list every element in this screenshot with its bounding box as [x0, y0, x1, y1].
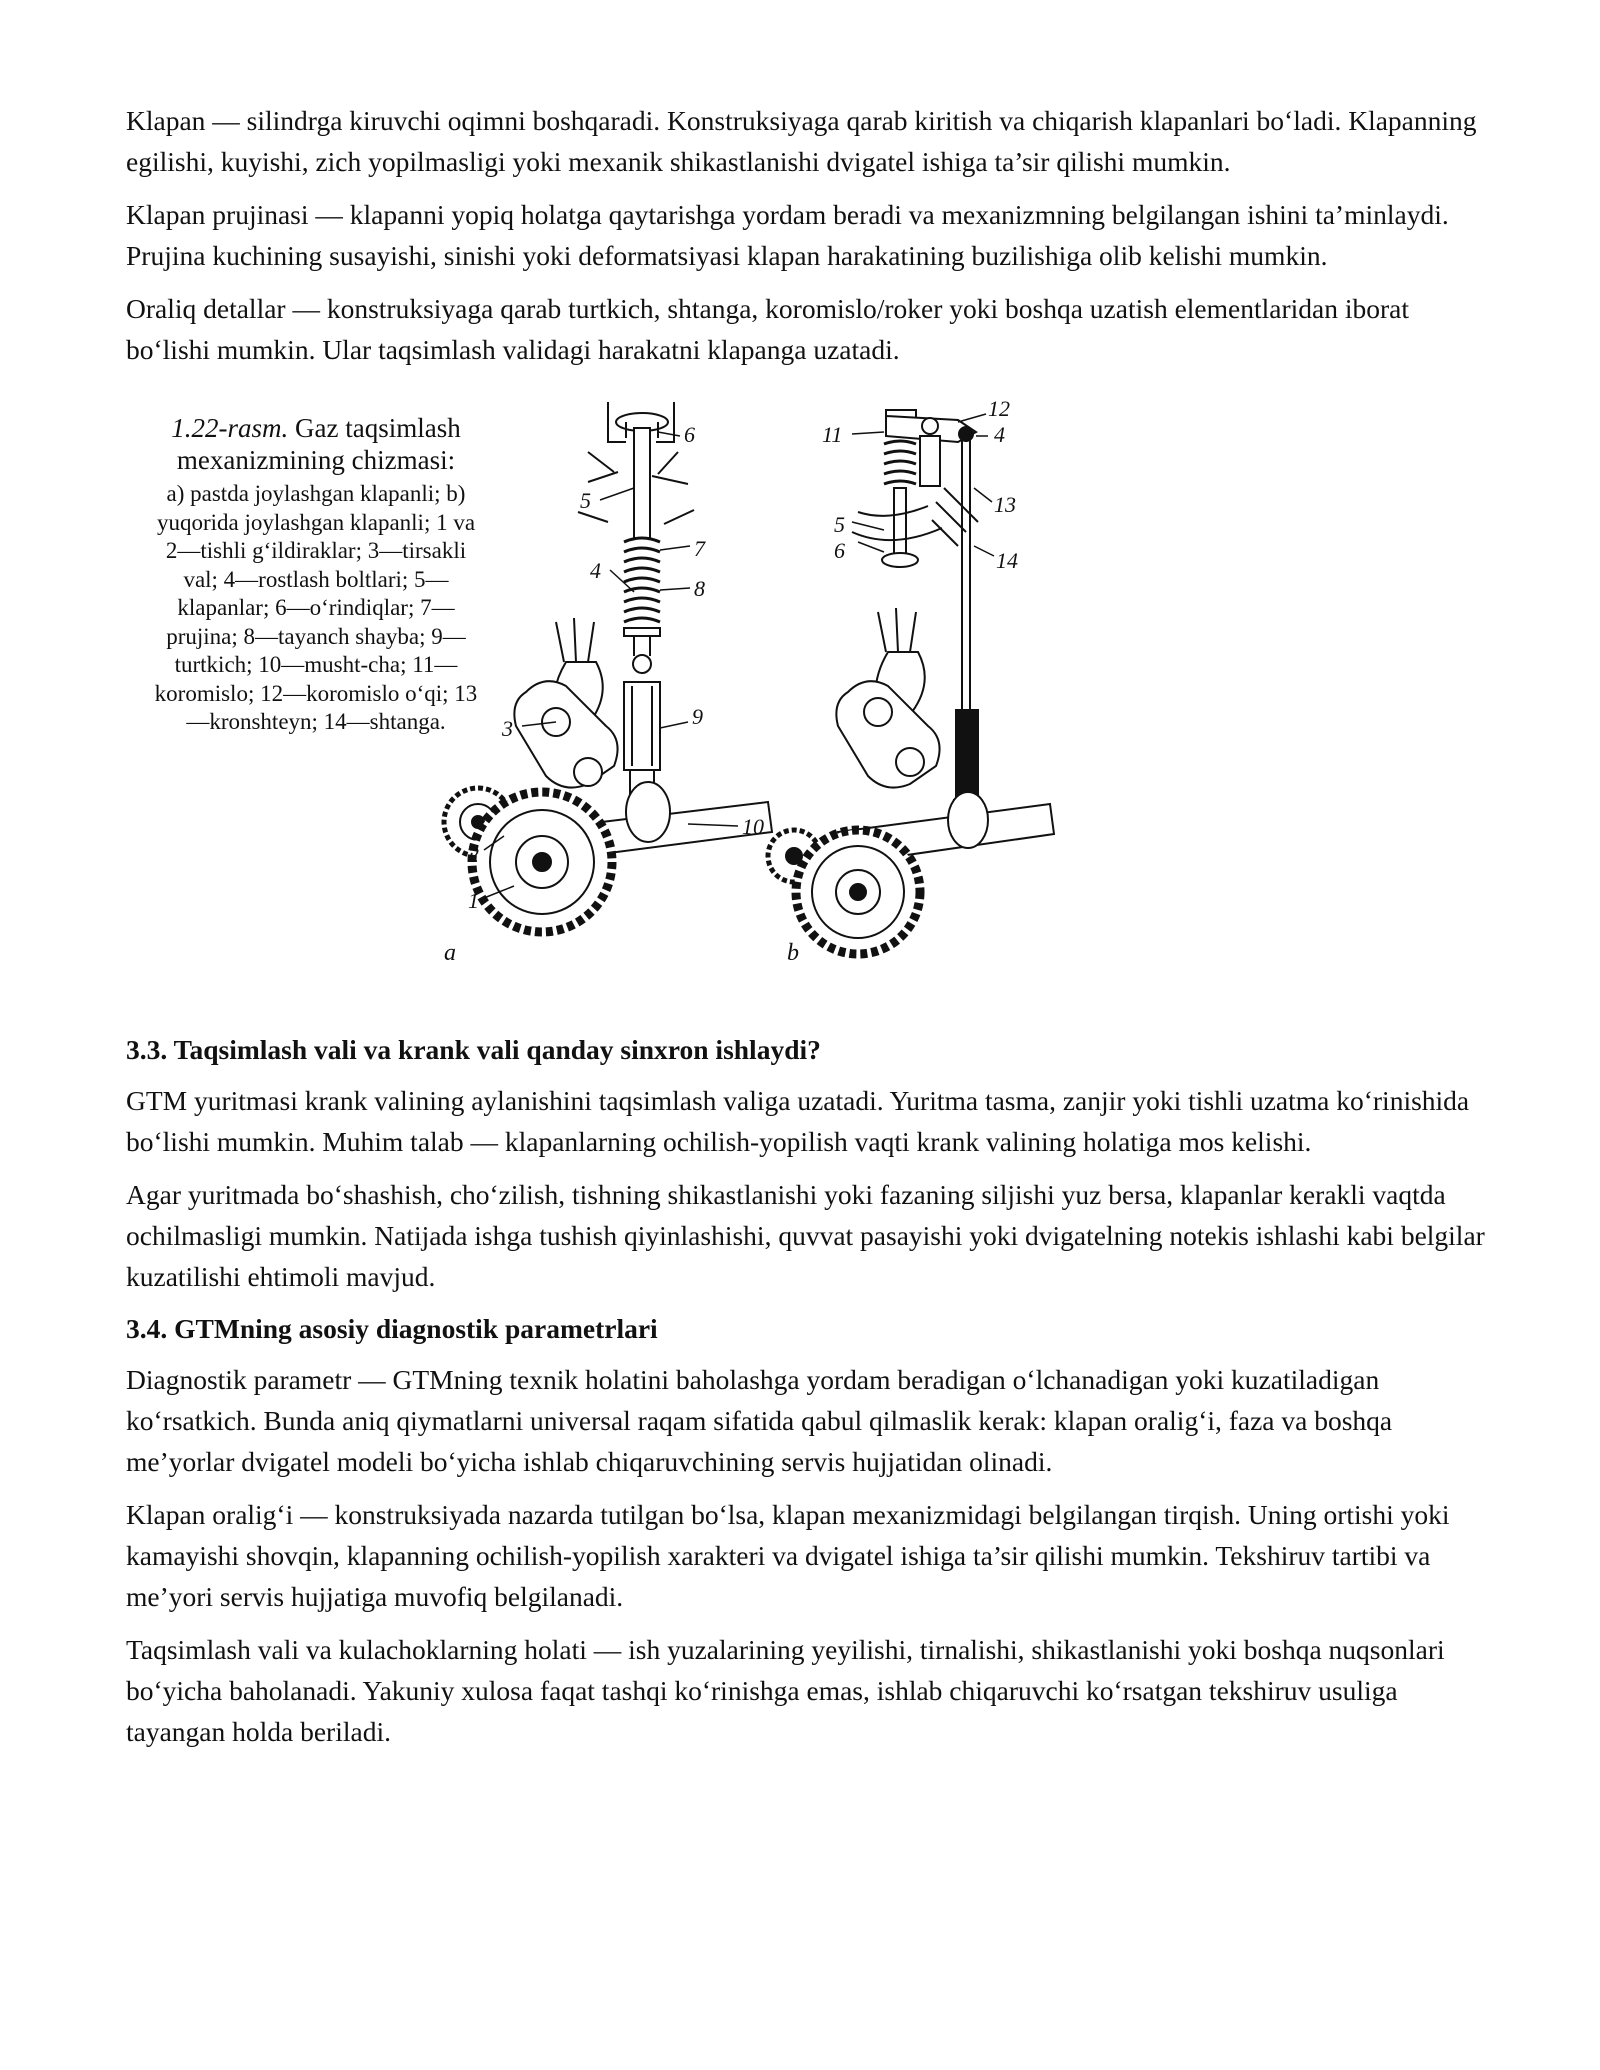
callout-a-3: 3 [502, 716, 513, 741]
paragraph-taqsimlash-vali-holati: Taqsimlash vali va kulachoklarning holati — ish yuzalarining yeyilishi, tirnalishi, shikastlanishi yoki boshqa nuqsonlari bo‘yicha baholanadi. Yakuniy xulosa faqat tashqi ko‘rinishga emas, ishlab chiqaruvchi ko‘rsatgan tekshiruv usuliga tayangan holda beriladi. [126, 1634, 1445, 1747]
callout-a-10: 10 [742, 814, 764, 839]
figure-caption-title [154, 412, 478, 476]
paragraph-yuritma-nosozligi: Agar yuritmada bo‘shashish, cho‘zilish, tishning shikastlanishi yoki fazaning siljishi yuz bersa, klapanlar kerakli vaqtda ochilmasligi mumkin. Natijada ishga tushish qiyinlashishi, quvvat pasayishi yoki dvigatelning notekis ishlashi kabi belgilar kuzatilishi ehtimoli mavjud. [126, 1179, 1485, 1292]
callout-a-1: 1 [468, 888, 479, 913]
section-3-4-heading: 3.4. GTMning asosiy diagnostik parametrlari [126, 1313, 658, 1344]
paragraph-gtm-yuritmasi: GTM yuritmasi krank valining aylanishini taqsimlash valiga uzatadi. Yuritma tasma, zanjir yoki tishli uzatma ko‘rinishida bo‘lishi mumkin. Muhim talab — klapanlarning ochilish-yopilish vaqti krank valining holatiga mos kelishi. [126, 1085, 1470, 1157]
figure-caption [154, 412, 478, 737]
callout-a-7: 7 [694, 536, 705, 561]
figure-label-b: b [787, 940, 799, 966]
callout-b-4: 4 [994, 422, 1005, 447]
callout-b-13: 13 [994, 492, 1016, 517]
callout-b-14: 14 [996, 548, 1018, 573]
document-page [126, 100, 1486, 1764]
paragraph-klapan: Klapan — silindrga kiruvchi oqimni boshqaradi. Konstruksiyaga qarab kiritish va chiqarish klapanlari bo‘ladi. Klapanning egilishi, kuyishi, zich yopilmasligi yoki mexanik shikastlanishi dvigatel ishiga ta’sir qilishi mumkin. [126, 105, 1477, 177]
mechanism-drawing [438, 392, 1168, 987]
callout-b-5: 5 [834, 512, 845, 537]
callout-a-6: 6 [684, 422, 695, 447]
callout-b-6: 6 [834, 538, 845, 563]
drawing-a [444, 402, 772, 932]
figure-label-a: a [444, 940, 456, 966]
paragraph-oraliq-detallar: Oraliq detallar — konstruksiyaga qarab turtkich, shtanga, koromislo/roker yoki boshqa uzatish elementlaridan iborat bo‘lishi mumkin. Ular taqsimlash validagi harakatni klapanga uzatadi. [126, 293, 1409, 365]
paragraph-klapan-prujinasi: Klapan prujinasi — klapanni yopiq holatga qaytarishga yordam beradi va mexanizmning belgilangan ishini ta’minlaydi. Prujina kuchining susayishi, sinishi yoki deformatsiyasi klapan harakatining buzilishiga olib kelishi mumkin. [126, 199, 1449, 271]
figure-caption-number: 1.22-rasm. [171, 413, 289, 443]
callout-b-11: 11 [822, 422, 843, 447]
callout-b-12: 12 [988, 396, 1010, 421]
callout-a-9: 9 [692, 704, 703, 729]
paragraph-diagnostik-parametr: Diagnostik parametr — GTMning texnik holatini baholashga yordam beradigan o‘lchanadigan yoki kuzatiladigan ko‘rsatkich. Bunda aniq qiymatlarni universal raqam sifatida qabul qilmaslik kerak: klapan oralig‘i, faza va boshqa me’yorlar dvigatel modeli bo‘yicha ishlab chiqaruvchining servis hujjatidan olinadi. [126, 1364, 1393, 1477]
figure-gas-distribution [126, 392, 1486, 1022]
callout-a-2: 2 [468, 842, 479, 867]
paragraph-klapan-oraligi: Klapan oralig‘i — konstruksiyada nazarda tutilgan bo‘lsa, klapan mexanizmidagi belgilangan tirqish. Uning ortishi yoki kamayishi shovqin, klapanning ochilish-yopilish xarakteri va dvigatel ishiga ta’sir qilishi mumkin. Tekshiruv tartibi va me’yori servis hujjatiga muvofiq belgilanadi. [126, 1499, 1450, 1612]
callout-a-8: 8 [694, 576, 705, 601]
section-3-3-heading: 3.3. Taqsimlash vali va krank vali qanday sinxron ishlaydi? [126, 1034, 821, 1065]
callout-a-4: 4 [590, 558, 601, 583]
figure-caption-body: a) pastda joylashgan klapanli; b) yuqorida joylashgan klapanli; 1 va 2—tishli g‘ildiraklar; 3—tirsakli val; 4—rostlash boltlari; 5—klapanlar; 6—o‘rindiqlar; 7—prujina; 8—tayanch shayba; 9—turtkich; 10—musht-cha; 11—koromislo; 12—koromislo o‘qi; 13—kronshteyn; 14—shtanga. [154, 481, 478, 734]
callout-a-5: 5 [580, 488, 591, 513]
figure-caption-heading: Gaz taqsimlash mexanizmining chizmasi: [176, 413, 461, 475]
